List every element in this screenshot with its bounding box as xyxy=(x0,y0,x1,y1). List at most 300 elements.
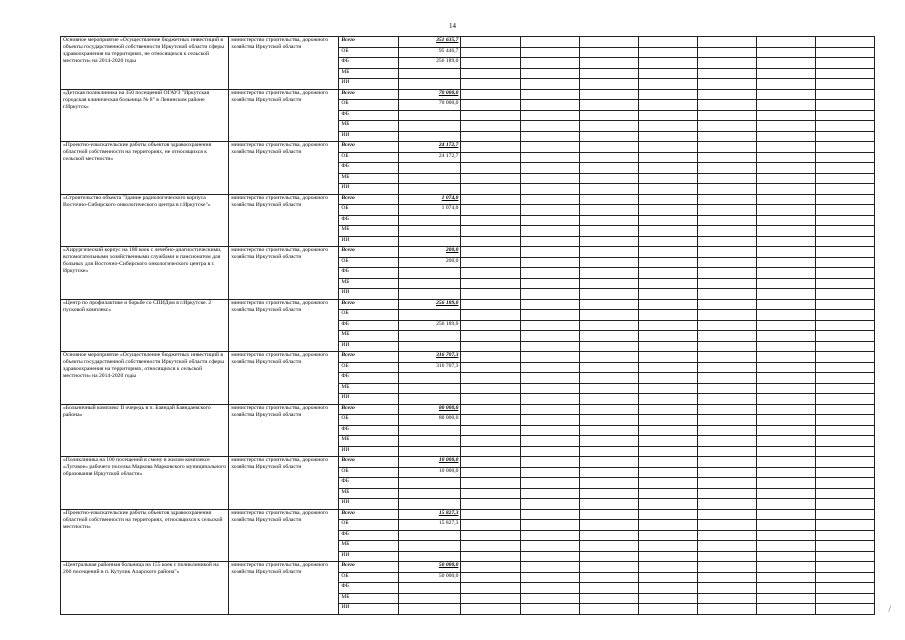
amount-cell: 70 000,0 xyxy=(399,100,461,111)
page-number: 14 xyxy=(449,22,456,30)
year-value-cell xyxy=(520,467,579,478)
year-value-cell xyxy=(579,194,638,205)
executor-cell: министерство строительства, дорожного хозяйства Иркутской области xyxy=(229,404,339,457)
year-value-cell xyxy=(697,163,756,174)
year-value-cell xyxy=(638,520,697,531)
funding-source-cell: МБ xyxy=(339,278,399,289)
year-value-cell xyxy=(697,79,756,90)
year-value-cell xyxy=(638,604,697,615)
year-value-cell xyxy=(638,289,697,300)
year-value-cell xyxy=(579,488,638,499)
year-value-cell xyxy=(697,100,756,111)
year-value-cell xyxy=(520,394,579,405)
year-value-cell xyxy=(638,131,697,142)
amount-cell: 316 707,3 xyxy=(399,352,461,363)
year-value-cell xyxy=(638,226,697,237)
year-value-cell xyxy=(697,236,756,247)
year-value-cell xyxy=(638,373,697,384)
year-value-cell xyxy=(815,320,874,331)
year-value-cell xyxy=(579,37,638,48)
executor-cell: министерство строительства, дорожного хозяйства Иркутской области xyxy=(229,562,339,615)
year-value-cell xyxy=(638,37,697,48)
year-value-cell xyxy=(461,604,520,615)
year-value-cell xyxy=(520,173,579,184)
year-value-cell xyxy=(697,47,756,58)
funding-source-cell: ИИ xyxy=(339,131,399,142)
year-value-cell xyxy=(520,278,579,289)
year-value-cell xyxy=(461,173,520,184)
event-name-cell: «Детская поликлиника на 350 посещений ОГАУЗ "Иркутская городская клиническая больница № 8" в Ленинском районе г.Иркутск» xyxy=(61,89,229,142)
year-value-cell xyxy=(815,446,874,457)
year-value-cell xyxy=(520,331,579,342)
funding-source-cell: МБ xyxy=(339,68,399,79)
funding-source-cell: ФБ xyxy=(339,110,399,121)
year-value-cell xyxy=(520,404,579,415)
year-value-cell xyxy=(579,68,638,79)
amount-cell xyxy=(399,593,461,604)
funding-source-cell: ИИ xyxy=(339,341,399,352)
year-value-cell xyxy=(756,320,815,331)
year-value-cell xyxy=(520,373,579,384)
executor-cell: министерство строительства, дорожного хозяйства Иркутской области xyxy=(229,352,339,405)
year-value-cell xyxy=(520,352,579,363)
year-value-cell xyxy=(815,58,874,69)
year-value-cell xyxy=(638,89,697,100)
year-value-cell xyxy=(638,257,697,268)
amount-cell xyxy=(399,551,461,562)
year-value-cell xyxy=(815,593,874,604)
year-value-cell xyxy=(697,436,756,447)
year-value-cell xyxy=(579,278,638,289)
amount-cell: 351 635,7 xyxy=(399,37,461,48)
year-value-cell xyxy=(697,68,756,79)
year-value-cell xyxy=(461,257,520,268)
funding-source-cell: ОБ xyxy=(339,310,399,321)
year-value-cell xyxy=(461,299,520,310)
year-value-cell xyxy=(815,173,874,184)
year-value-cell xyxy=(520,68,579,79)
year-value-cell xyxy=(697,194,756,205)
year-value-cell xyxy=(461,100,520,111)
year-value-cell xyxy=(815,131,874,142)
year-value-cell xyxy=(697,184,756,195)
year-value-cell xyxy=(638,236,697,247)
funding-source-cell: ОБ xyxy=(339,100,399,111)
year-value-cell xyxy=(579,110,638,121)
year-value-cell xyxy=(579,457,638,468)
year-value-cell xyxy=(461,331,520,342)
amount-cell: 24 172,7 xyxy=(399,152,461,163)
year-value-cell xyxy=(756,152,815,163)
funding-source-cell: Всего xyxy=(339,299,399,310)
year-value-cell xyxy=(697,173,756,184)
year-value-cell xyxy=(579,541,638,552)
funding-source-cell: ОБ xyxy=(339,47,399,58)
amount-cell: 256 189,0 xyxy=(399,58,461,69)
year-value-cell xyxy=(520,541,579,552)
budget-table xyxy=(60,36,875,615)
year-value-cell xyxy=(638,47,697,58)
year-value-cell xyxy=(461,163,520,174)
year-value-cell xyxy=(461,58,520,69)
year-value-cell xyxy=(579,131,638,142)
year-value-cell xyxy=(697,541,756,552)
funding-source-cell: ФБ xyxy=(339,320,399,331)
funding-source-cell: МБ xyxy=(339,121,399,132)
funding-source-cell: МБ xyxy=(339,436,399,447)
year-value-cell xyxy=(579,478,638,489)
funding-source-cell: ФБ xyxy=(339,163,399,174)
year-value-cell xyxy=(520,572,579,583)
year-value-cell xyxy=(756,289,815,300)
year-value-cell xyxy=(461,89,520,100)
event-name-cell: Основное мероприятие «Осуществление бюджетных инвестиций в объекты государственной собственности Иркутской области сферы здравоохранения на территориях, не относящихся к сельской местности» на 2014-2020 годы xyxy=(61,37,229,90)
year-value-cell xyxy=(756,541,815,552)
year-value-cell xyxy=(461,320,520,331)
funding-source-cell: ОБ xyxy=(339,467,399,478)
year-value-cell xyxy=(697,572,756,583)
year-value-cell xyxy=(697,152,756,163)
year-value-cell xyxy=(815,310,874,321)
funding-source-cell: Всего xyxy=(339,247,399,258)
funding-source-cell: Всего xyxy=(339,37,399,48)
year-value-cell xyxy=(815,467,874,478)
year-value-cell xyxy=(697,142,756,153)
year-value-cell xyxy=(520,226,579,237)
year-value-cell xyxy=(520,142,579,153)
funding-source-cell: ИИ xyxy=(339,79,399,90)
year-value-cell xyxy=(638,100,697,111)
year-value-cell xyxy=(520,194,579,205)
year-value-cell xyxy=(579,100,638,111)
year-value-cell xyxy=(579,320,638,331)
year-value-cell xyxy=(815,509,874,520)
year-value-cell xyxy=(756,47,815,58)
year-value-cell xyxy=(520,236,579,247)
year-value-cell xyxy=(461,520,520,531)
funding-source-cell: Всего xyxy=(339,562,399,573)
year-value-cell xyxy=(815,47,874,58)
year-value-cell xyxy=(815,89,874,100)
year-value-cell xyxy=(461,47,520,58)
year-value-cell xyxy=(756,257,815,268)
year-value-cell xyxy=(815,383,874,394)
year-value-cell xyxy=(697,383,756,394)
year-value-cell xyxy=(697,268,756,279)
year-value-cell xyxy=(579,551,638,562)
funding-source-cell: ФБ xyxy=(339,478,399,489)
table-row xyxy=(61,404,875,415)
funding-source-cell: МБ xyxy=(339,226,399,237)
year-value-cell xyxy=(756,373,815,384)
corner-mark: / xyxy=(888,604,891,614)
year-value-cell xyxy=(697,278,756,289)
year-value-cell xyxy=(579,352,638,363)
funding-source-cell: МБ xyxy=(339,383,399,394)
year-value-cell xyxy=(579,310,638,321)
year-value-cell xyxy=(756,467,815,478)
year-value-cell xyxy=(579,226,638,237)
year-value-cell xyxy=(520,215,579,226)
year-value-cell xyxy=(461,278,520,289)
year-value-cell xyxy=(461,583,520,594)
funding-source-cell: Всего xyxy=(339,457,399,468)
year-value-cell xyxy=(638,268,697,279)
year-value-cell xyxy=(697,289,756,300)
year-value-cell xyxy=(756,457,815,468)
year-value-cell xyxy=(638,541,697,552)
year-value-cell xyxy=(638,562,697,573)
amount-cell xyxy=(399,289,461,300)
year-value-cell xyxy=(815,341,874,352)
year-value-cell xyxy=(756,604,815,615)
year-value-cell xyxy=(756,572,815,583)
year-value-cell xyxy=(520,583,579,594)
year-value-cell xyxy=(756,163,815,174)
year-value-cell xyxy=(461,131,520,142)
year-value-cell xyxy=(461,373,520,384)
funding-source-cell: ИИ xyxy=(339,604,399,615)
year-value-cell xyxy=(461,530,520,541)
amount-cell xyxy=(399,541,461,552)
year-value-cell xyxy=(697,247,756,258)
amount-cell xyxy=(399,373,461,384)
amount-cell xyxy=(399,268,461,279)
year-value-cell xyxy=(697,583,756,594)
event-name-cell: «Строительство объекта "Здание радиологического корпуса Восточно-Сибирского онкологического центра в г.Иркутске"» xyxy=(61,194,229,247)
amount-cell xyxy=(399,215,461,226)
year-value-cell xyxy=(638,310,697,321)
year-value-cell xyxy=(815,184,874,195)
year-value-cell xyxy=(815,572,874,583)
year-value-cell xyxy=(461,509,520,520)
year-value-cell xyxy=(579,509,638,520)
year-value-cell xyxy=(697,446,756,457)
year-value-cell xyxy=(461,236,520,247)
year-value-cell xyxy=(815,415,874,426)
table-row xyxy=(61,352,875,363)
year-value-cell xyxy=(756,551,815,562)
amount-cell xyxy=(399,341,461,352)
year-value-cell xyxy=(579,341,638,352)
amount-cell: 15 827,3 xyxy=(399,509,461,520)
year-value-cell xyxy=(638,331,697,342)
year-value-cell xyxy=(579,79,638,90)
year-value-cell xyxy=(756,68,815,79)
year-value-cell xyxy=(815,121,874,132)
year-value-cell xyxy=(520,425,579,436)
year-value-cell xyxy=(579,47,638,58)
year-value-cell xyxy=(756,173,815,184)
year-value-cell xyxy=(579,215,638,226)
year-value-cell xyxy=(638,152,697,163)
year-value-cell xyxy=(756,362,815,373)
year-value-cell xyxy=(461,551,520,562)
year-value-cell xyxy=(638,205,697,216)
amount-cell: 70 000,0 xyxy=(399,89,461,100)
year-value-cell xyxy=(756,215,815,226)
year-value-cell xyxy=(638,530,697,541)
year-value-cell xyxy=(461,268,520,279)
year-value-cell xyxy=(697,352,756,363)
year-value-cell xyxy=(756,205,815,216)
year-value-cell xyxy=(579,236,638,247)
funding-source-cell: ИИ xyxy=(339,499,399,510)
amount-cell: 200,0 xyxy=(399,247,461,258)
year-value-cell xyxy=(697,551,756,562)
year-value-cell xyxy=(756,383,815,394)
year-value-cell xyxy=(697,404,756,415)
year-value-cell xyxy=(520,509,579,520)
year-value-cell xyxy=(461,142,520,153)
year-value-cell xyxy=(579,152,638,163)
year-value-cell xyxy=(697,562,756,573)
year-value-cell xyxy=(461,383,520,394)
funding-source-cell: Всего xyxy=(339,352,399,363)
year-value-cell xyxy=(579,583,638,594)
year-value-cell xyxy=(520,184,579,195)
year-value-cell xyxy=(638,583,697,594)
table-row xyxy=(61,142,875,153)
year-value-cell xyxy=(697,58,756,69)
executor-cell: министерство строительства, дорожного хозяйства Иркутской области xyxy=(229,457,339,510)
amount-cell xyxy=(399,110,461,121)
year-value-cell xyxy=(697,457,756,468)
year-value-cell xyxy=(520,446,579,457)
year-value-cell xyxy=(520,383,579,394)
event-name-cell: «Поликлиника на 100 посещений в смену в жилом комплексе «Луговое» рабочего поселка Маркова Марковского муниципального образования Иркутской области» xyxy=(61,457,229,510)
amount-cell xyxy=(399,173,461,184)
year-value-cell xyxy=(520,247,579,258)
executor-cell: министерство строительства, дорожного хозяйства Иркутской области xyxy=(229,194,339,247)
year-value-cell xyxy=(756,100,815,111)
year-value-cell xyxy=(638,436,697,447)
year-value-cell xyxy=(697,299,756,310)
year-value-cell xyxy=(815,499,874,510)
year-value-cell xyxy=(579,436,638,447)
year-value-cell xyxy=(461,68,520,79)
event-name-cell: «Проектно-изыскательские работы объектов здравоохранения областной собственности на территориях, относящихся к сельской местности» xyxy=(61,509,229,562)
year-value-cell xyxy=(520,131,579,142)
year-value-cell xyxy=(756,278,815,289)
amount-cell xyxy=(399,226,461,237)
executor-cell: министерство строительства, дорожного хозяйства Иркутской области xyxy=(229,89,339,142)
funding-source-cell: ИИ xyxy=(339,289,399,300)
year-value-cell xyxy=(815,79,874,90)
year-value-cell xyxy=(697,257,756,268)
year-value-cell xyxy=(638,299,697,310)
amount-cell: 10 000,0 xyxy=(399,467,461,478)
year-value-cell xyxy=(579,58,638,69)
year-value-cell xyxy=(520,310,579,321)
year-value-cell xyxy=(756,310,815,321)
year-value-cell xyxy=(697,604,756,615)
year-value-cell xyxy=(756,352,815,363)
amount-cell xyxy=(399,446,461,457)
year-value-cell xyxy=(520,562,579,573)
year-value-cell xyxy=(520,79,579,90)
year-value-cell xyxy=(815,604,874,615)
year-value-cell xyxy=(520,362,579,373)
event-name-cell: Основное мероприятие «Осуществление бюджетных инвестиций в объекты государственной собственности Иркутской области сферы здравоохранения на территориях, относящихся к сельской местности» на 2014-2020 годы xyxy=(61,352,229,405)
amount-cell xyxy=(399,478,461,489)
year-value-cell xyxy=(697,488,756,499)
year-value-cell xyxy=(697,215,756,226)
year-value-cell xyxy=(638,404,697,415)
year-value-cell xyxy=(638,467,697,478)
table-row xyxy=(61,509,875,520)
year-value-cell xyxy=(756,121,815,132)
year-value-cell xyxy=(756,446,815,457)
year-value-cell xyxy=(697,425,756,436)
amount-cell: 1 074,0 xyxy=(399,194,461,205)
funding-source-cell: ФБ xyxy=(339,268,399,279)
year-value-cell xyxy=(756,194,815,205)
year-value-cell xyxy=(697,205,756,216)
year-value-cell xyxy=(815,299,874,310)
year-value-cell xyxy=(815,352,874,363)
year-value-cell xyxy=(638,278,697,289)
table-row xyxy=(61,299,875,310)
year-value-cell xyxy=(638,352,697,363)
year-value-cell xyxy=(638,163,697,174)
year-value-cell xyxy=(697,530,756,541)
year-value-cell xyxy=(815,583,874,594)
year-value-cell xyxy=(756,236,815,247)
amount-cell: 80 000,0 xyxy=(399,404,461,415)
funding-source-cell: Всего xyxy=(339,509,399,520)
year-value-cell xyxy=(461,184,520,195)
year-value-cell xyxy=(815,236,874,247)
year-value-cell xyxy=(638,215,697,226)
year-value-cell xyxy=(461,352,520,363)
year-value-cell xyxy=(579,268,638,279)
year-value-cell xyxy=(579,173,638,184)
event-name-cell: «Центральная районная больница на 155 коек с поликлиникой на 200 посещений в п. Кутулик Аларского района"» xyxy=(61,562,229,615)
year-value-cell xyxy=(461,541,520,552)
year-value-cell xyxy=(461,488,520,499)
year-value-cell xyxy=(579,247,638,258)
year-value-cell xyxy=(461,499,520,510)
year-value-cell xyxy=(697,362,756,373)
funding-source-cell: ОБ xyxy=(339,205,399,216)
year-value-cell xyxy=(461,593,520,604)
year-value-cell xyxy=(520,320,579,331)
amount-cell: 256 189,0 xyxy=(399,320,461,331)
year-value-cell xyxy=(461,37,520,48)
year-value-cell xyxy=(756,530,815,541)
funding-source-cell: ИИ xyxy=(339,551,399,562)
year-value-cell xyxy=(638,499,697,510)
amount-cell: 95 446,7 xyxy=(399,47,461,58)
year-value-cell xyxy=(579,121,638,132)
year-value-cell xyxy=(638,110,697,121)
year-value-cell xyxy=(638,341,697,352)
year-value-cell xyxy=(461,478,520,489)
year-value-cell xyxy=(756,184,815,195)
year-value-cell xyxy=(756,110,815,121)
year-value-cell xyxy=(461,310,520,321)
funding-source-cell: Всего xyxy=(339,404,399,415)
year-value-cell xyxy=(520,520,579,531)
table-row xyxy=(61,37,875,48)
year-value-cell xyxy=(461,404,520,415)
year-value-cell xyxy=(815,257,874,268)
year-value-cell xyxy=(697,226,756,237)
year-value-cell xyxy=(579,163,638,174)
year-value-cell xyxy=(756,299,815,310)
year-value-cell xyxy=(815,205,874,216)
